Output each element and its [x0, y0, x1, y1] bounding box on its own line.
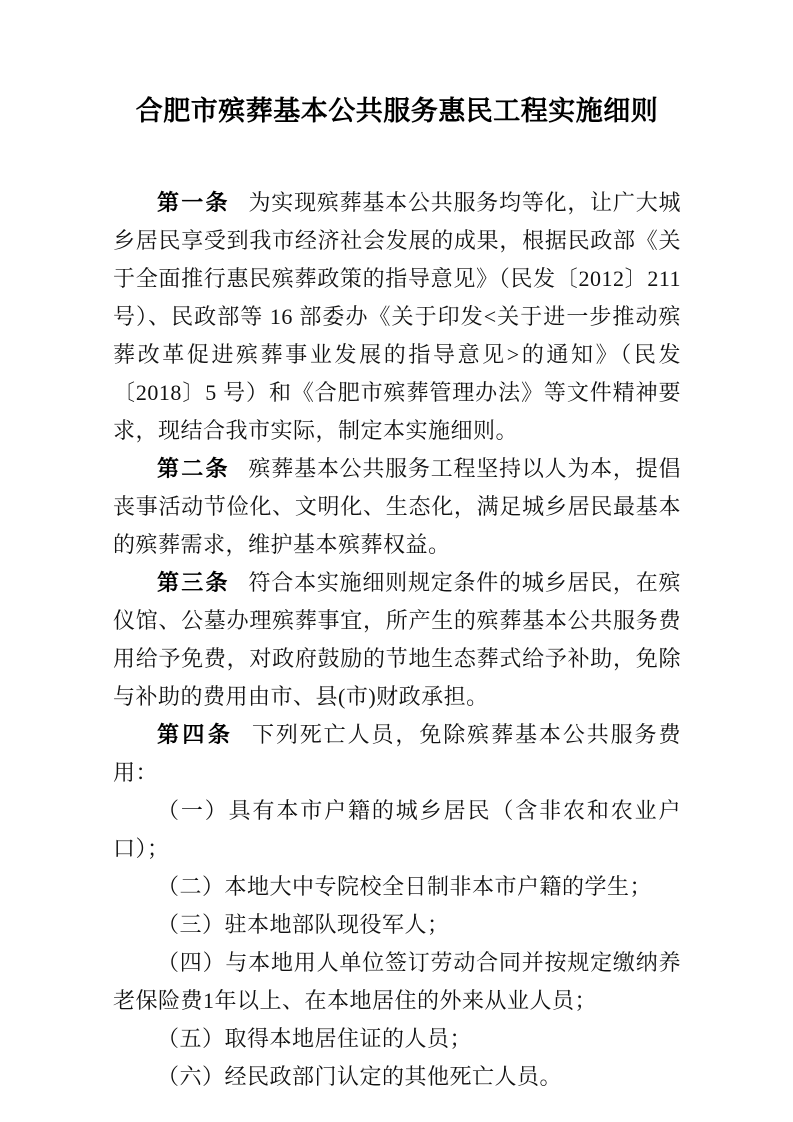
- page-title: 合肥市殡葬基本公共服务惠民工程实施细则: [135, 96, 659, 126]
- list-item-5: （五）取得本地居住证的人员；: [157, 1026, 473, 1051]
- list-item-1: （一）具有本市户籍的城乡居民（含非农和农业户口）；: [113, 798, 681, 861]
- document-content: [113, 88, 681, 1096]
- article-4-text: 下列死亡人员，免除殡葬基本公共服务费用：: [113, 722, 681, 785]
- list-item-4: （四）与本地用人单位签订劳动合同并按规定缴纳养老保险费1年以上、在本地居住的外来从业人员；: [113, 950, 681, 1013]
- document-body: [113, 184, 681, 1096]
- article-3-label: 第三条: [157, 570, 230, 595]
- list-item-2: （二）本地大中专院校全日制非本市户籍的学生；: [157, 874, 653, 899]
- article-1-text: 为实现殡葬基本公共服务均等化，让广大城乡居民享受到我市经济社会发展的成果，根据民政部《关于全面推行惠民殡葬政策的指导意见》（民发〔2012〕211 号）、民政部等 16 部委办《关于印发<关于进一步推动殡葬改革促进殡葬事业发展的指导意见>的通知》（民发〔2018〕5 号）和《合肥市殡葬管理办法》等文件精神要求，现结合我市实际，制定本实施细则。: [113, 190, 681, 443]
- article-2: [113, 450, 681, 564]
- article-4-label: 第四条: [157, 722, 234, 747]
- list-item-3: （三）驻本地部队现役军人；: [157, 912, 450, 937]
- article-2-text: 殡葬基本公共服务工程坚持以人为本，提倡丧事活动节俭化、文明化、生态化，满足城乡居民最基本的殡葬需求，维护基本殡葬权益。: [113, 456, 681, 557]
- article-2-label: 第二条: [157, 456, 230, 481]
- article-3-text: 符合本实施细则规定条件的城乡居民，在殡仪馆、公墓办理殡葬事宜，所产生的殡葬基本公共服务费用给予免费，对政府鼓励的节地生态葬式给予补助，免除与补助的费用由市、县(市)财政承担。: [113, 570, 681, 709]
- article-3: [113, 564, 681, 716]
- list-item-6: （六）经民政部门认定的其他死亡人员。: [157, 1064, 563, 1089]
- article-1: [113, 184, 681, 450]
- article-1-label: 第一条: [157, 190, 230, 215]
- article-4: [113, 716, 681, 792]
